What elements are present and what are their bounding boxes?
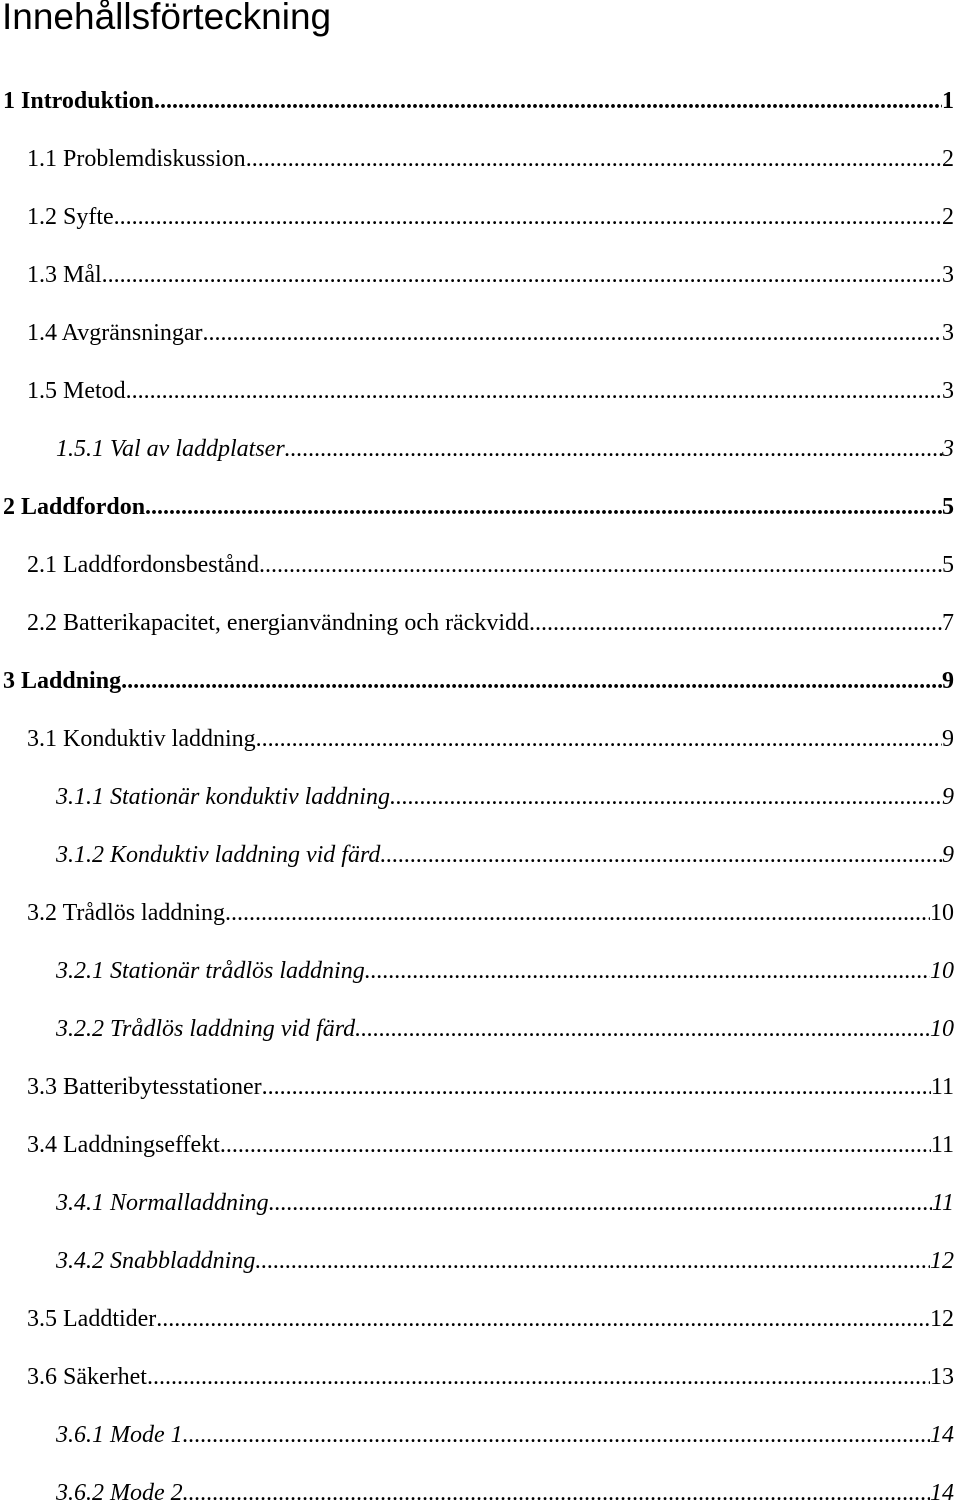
toc-entry-title: 1.4 Avgränsningar: [27, 320, 203, 346]
toc-entry-title: 1.5.1 Val av laddplatser: [56, 436, 285, 462]
toc-entry[interactable]: [3, 664, 954, 698]
dot-leader: [145, 490, 942, 524]
toc-entry-page-number: 13: [930, 1364, 954, 1390]
toc-entry-title: 1.5 Metod: [27, 378, 126, 404]
dot-leader: [114, 200, 942, 234]
toc-entry-page-number: 3: [942, 378, 954, 404]
dot-leader: [262, 1070, 931, 1104]
dot-leader: [183, 1418, 930, 1452]
toc-entry-title: 3.1.2 Konduktiv laddning vid färd: [56, 842, 381, 868]
toc-entry[interactable]: [27, 896, 954, 930]
toc-entry-title: 3.2.1 Stationär trådlös laddning: [56, 958, 365, 984]
toc-entry-title: 3.6.2 Mode 2: [56, 1480, 183, 1506]
dot-leader: [156, 1302, 930, 1336]
toc-entry-title: 3.2.2 Trådlös laddning vid färd: [56, 1016, 356, 1042]
toc-entry-page-number: 10: [930, 958, 954, 984]
toc-entry-page-number: 14: [930, 1422, 954, 1448]
toc-entry-page-number: 5: [942, 552, 954, 578]
toc-entry-page-number: 3: [942, 320, 954, 346]
dot-leader: [285, 432, 942, 466]
toc-entry[interactable]: [27, 1128, 954, 1162]
toc-entry[interactable]: [27, 374, 954, 408]
toc-entry-title: 3.1.1 Stationär konduktiv laddning: [56, 784, 390, 810]
toc-entry-page-number: 11: [930, 1074, 954, 1100]
toc-entry-page-number: 9: [942, 668, 954, 694]
toc-entry-title: 2 Laddfordon: [3, 494, 146, 520]
toc-entry-page-number: 9: [942, 726, 954, 752]
dot-leader: [255, 1244, 930, 1278]
toc-entry-title: 3.1 Konduktiv laddning: [27, 726, 256, 752]
toc-entry[interactable]: [56, 1186, 954, 1220]
toc-entry-title: 3.4.2 Snabbladdning: [56, 1248, 256, 1274]
toc-entry-page-number: 11: [931, 1190, 954, 1216]
dot-leader: [220, 1128, 931, 1162]
toc-entry-title: 3.6 Säkerhet: [27, 1364, 147, 1390]
toc-entry-page-number: 1: [942, 88, 954, 114]
dot-leader: [121, 664, 942, 698]
toc-entry[interactable]: [27, 200, 954, 234]
toc-entry-page-number: 10: [930, 900, 954, 926]
toc-entry[interactable]: [56, 1418, 954, 1452]
dot-leader: [126, 374, 942, 408]
toc-entry-title: 3.2 Trådlös laddning: [27, 900, 226, 926]
toc-entry[interactable]: [56, 1244, 954, 1278]
page-title: Innehållsförteckning: [2, 0, 332, 37]
toc-entry-page-number: 7: [942, 610, 954, 636]
dot-leader: [259, 548, 942, 582]
toc-entry[interactable]: [3, 490, 954, 524]
dot-leader: [355, 1012, 930, 1046]
dot-leader: [365, 954, 930, 988]
toc-entry[interactable]: [56, 1012, 954, 1046]
toc-entry-title: 2.1 Laddfordonsbestånd: [27, 552, 259, 578]
toc-entry[interactable]: [3, 84, 954, 118]
toc-entry[interactable]: [56, 954, 954, 988]
toc-entry-page-number: 11: [930, 1132, 954, 1158]
dot-leader: [529, 606, 942, 640]
dot-leader: [269, 1186, 932, 1220]
toc-entry[interactable]: [27, 1070, 954, 1104]
toc-entry-title: 2.2 Batterikapacitet, energianvändning och räckvidd: [27, 610, 530, 636]
toc-entry-title: 3.3 Batteribytesstationer: [27, 1074, 262, 1100]
dot-leader: [147, 1360, 930, 1394]
toc-entry[interactable]: [27, 1360, 954, 1394]
dot-leader: [380, 838, 942, 872]
dot-leader: [246, 142, 942, 176]
toc-entry[interactable]: [27, 258, 954, 292]
toc-entry-title: 1 Introduktion: [3, 88, 154, 114]
toc-entry-title: 3.5 Laddtider: [27, 1306, 157, 1332]
toc-entry[interactable]: [27, 722, 954, 756]
toc-entry[interactable]: [27, 548, 954, 582]
toc-entry-page-number: 3: [942, 262, 954, 288]
dot-leader: [102, 258, 942, 292]
toc-entry-page-number: 3: [942, 436, 954, 462]
toc-entry-page-number: 14: [930, 1480, 954, 1506]
toc-entry-title: 3 Laddning: [3, 668, 122, 694]
toc-entry-title: 1.2 Syfte: [27, 204, 114, 230]
dot-leader: [203, 316, 942, 350]
toc-entry-page-number: 5: [942, 494, 954, 520]
toc-entry-page-number: 10: [930, 1016, 954, 1042]
dot-leader: [256, 722, 942, 756]
toc-entry-page-number: 12: [930, 1248, 954, 1274]
toc-entry[interactable]: [27, 1302, 954, 1336]
toc-entry[interactable]: [27, 606, 954, 640]
toc-entry-page-number: 9: [942, 784, 954, 810]
toc-entry-title: 1.3 Mål: [27, 262, 102, 288]
toc-entry-page-number: 9: [942, 842, 954, 868]
toc-entry-page-number: 2: [942, 204, 954, 230]
dot-leader: [390, 780, 942, 814]
toc-entry[interactable]: [27, 316, 954, 350]
toc-entry-title: 3.4 Laddningseffekt: [27, 1132, 220, 1158]
toc-entry-page-number: 2: [942, 146, 954, 172]
toc-entry-title: 1.1 Problemdiskussion: [27, 146, 246, 172]
toc-entry[interactable]: [56, 838, 954, 872]
toc-entry[interactable]: [56, 432, 954, 466]
toc-entry-page-number: 12: [930, 1306, 954, 1332]
dot-leader: [154, 84, 942, 118]
toc-entry-title: 3.4.1 Normalladdning: [56, 1190, 269, 1216]
toc-entry[interactable]: [56, 780, 954, 814]
toc-entry[interactable]: [27, 142, 954, 176]
dot-leader: [225, 896, 930, 930]
toc-entry-title: 3.6.1 Mode 1: [56, 1422, 183, 1448]
